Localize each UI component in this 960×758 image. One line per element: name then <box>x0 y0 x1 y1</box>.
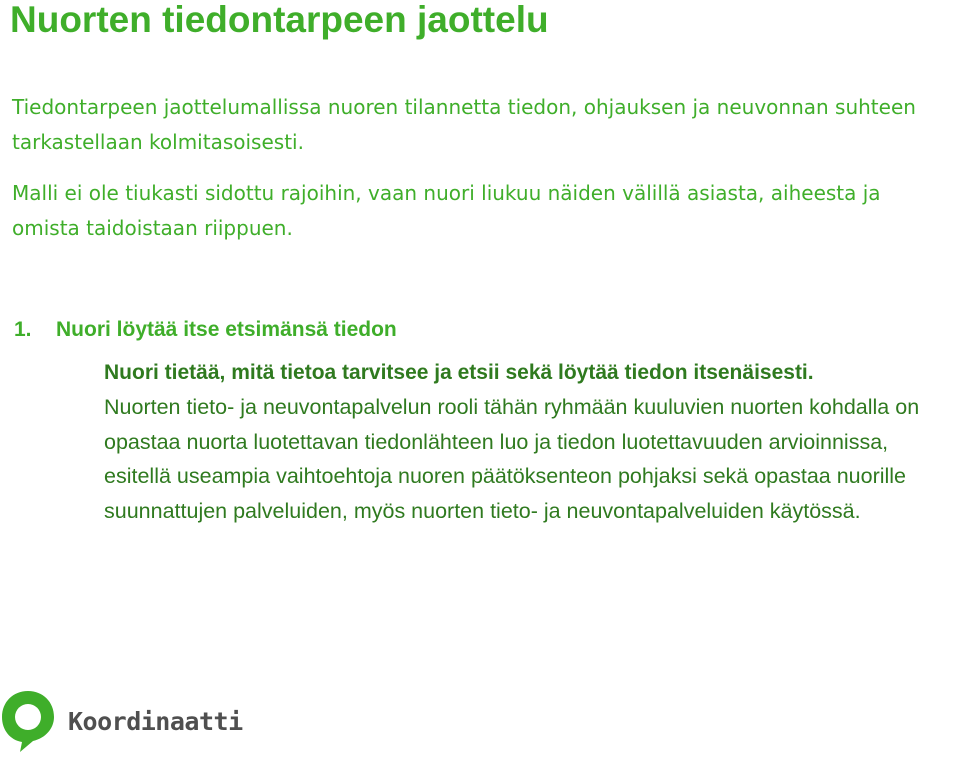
list-item-lead: Nuori tietää, mitä tietoa tarvitsee ja etsii sekä löytää tiedon itsenäisesti. <box>104 361 814 384</box>
list-item-number: 1. <box>14 318 32 341</box>
intro-paragraph-1: Tiedontarpeen jaottelumallissa nuoren tilannetta tiedon, ohjauksen ja neuvonnan suhteen tarkastellaan kolmitasoisesti. <box>12 95 916 154</box>
koordinaatti-logo <box>0 686 243 756</box>
page-title: Nuorten tiedontarpeen jaottelu <box>10 0 549 40</box>
list-item-heading <box>14 313 397 347</box>
intro-paragraph-2: Malli ei ole tiukasti sidottu rajoihin, vaan nuori liukuu näiden välillä asiasta, aiheesta ja omista taidoistaan riippuen. <box>12 181 881 240</box>
speech-bubble-logo-icon <box>0 689 56 753</box>
list-item-heading-text: Nuori löytää itse etsimänsä tiedon <box>56 318 397 341</box>
list-item-body: Nuorten tieto- ja neuvontapalvelun rooli tähän ryhmään kuuluvien nuorten kohdalla on opastaa nuorta luotettavan tiedonlähteen luo ja tiedon luotettavuuden arvioinnissa, esitellä useampia vaihtoehtoja nuoren päätöksenteon pohjaksi sekä opastaa nuorille suunnattujen palveluiden, myös nuorten tieto- ja neuvontapalveluiden käytössä. <box>104 395 920 523</box>
logo-wordmark: Koordinaatti <box>68 706 243 736</box>
